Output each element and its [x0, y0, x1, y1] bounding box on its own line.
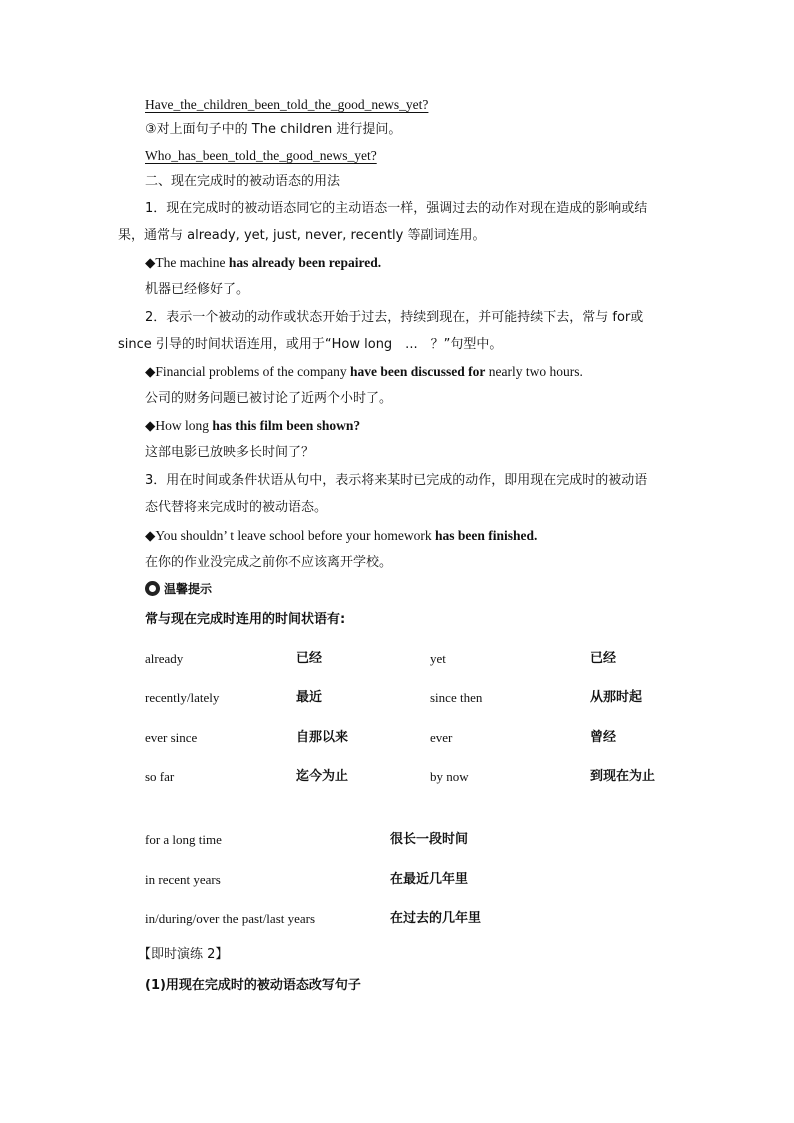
example-2-bold: have been discussed for	[349, 364, 486, 379]
example-1-bold: has already been repaired	[228, 255, 378, 270]
vocab-term: yet	[430, 651, 446, 666]
vocab-term: recently/lately	[145, 690, 220, 705]
example-4-prefix: ◆You shouldn’ t leave school before your homework	[145, 528, 435, 543]
example-2	[145, 362, 583, 382]
question-1: Have_the_children_been_told_the_good_news_yet?	[145, 97, 429, 112]
tip-label: 温馨提示	[164, 582, 213, 596]
vocab-meaning: 在最近几年里	[390, 872, 469, 887]
vocab-term: since then	[430, 690, 483, 705]
example-1-suffix: .	[377, 255, 382, 270]
vocab-meaning: 迄今为止	[296, 769, 349, 784]
para-2-line-2: since 引导的时间状语连用，或用于“How long ... ？”句型中。	[118, 337, 503, 352]
vocab-meaning: 曾经	[590, 730, 617, 745]
question-2: Who_has_been_told_the_good_news_yet?	[145, 148, 377, 163]
vocab-term: for a long time	[145, 832, 222, 847]
vocab-meaning: 最近	[296, 690, 323, 705]
example-2-suffix: nearly two hours.	[485, 364, 583, 379]
tip-icon	[145, 581, 160, 596]
tip-header	[145, 580, 212, 597]
drill-title: 【即时演练 2】	[138, 947, 229, 962]
vocab-term: by now	[430, 769, 469, 784]
example-4	[145, 526, 537, 546]
item-3: ③对上面句子中的 The children 进行提问。	[145, 122, 402, 137]
example-3	[145, 416, 360, 436]
tip-intro: 常与现在完成时连用的时间状语有:	[145, 612, 346, 627]
drill-item: (1)用现在完成时的被动语态改写句子	[145, 978, 361, 993]
vocab-meaning: 从那时起	[590, 690, 643, 705]
vocab-meaning: 自那以来	[296, 730, 349, 745]
vocab-meaning: 已经	[590, 651, 617, 666]
vocab-term: in recent years	[145, 872, 221, 887]
example-3-translation: 这部电影已放映多长时间了？	[145, 445, 315, 460]
example-1	[145, 253, 381, 273]
para-1-line-2: 果，通常与 already, yet, just, never, recently 等副词连用。	[118, 228, 486, 243]
example-2-translation: 公司的财务问题已被讨论了近两个小时了。	[145, 391, 393, 406]
vocab-term: ever	[430, 730, 453, 745]
example-3-bold: has this film been shown?	[212, 418, 361, 433]
vocab-term: in/during/over the past/last years	[145, 911, 316, 926]
vocab-term: already	[145, 651, 184, 666]
para-3-line-2: 态代替将来完成时的被动语态。	[145, 500, 328, 515]
para-1-line-1: 1．现在完成时的被动语态同它的主动语态一样，强调过去的动作对现在造成的影响或结	[145, 201, 648, 216]
vocab-meaning: 到现在为止	[590, 769, 656, 784]
example-4-translation: 在你的作业没完成之前你不应该离开学校。	[145, 555, 393, 570]
vocab-meaning: 在过去的几年里	[390, 911, 482, 926]
example-1-translation: 机器已经修好了。	[145, 282, 250, 297]
example-4-bold: has been finished	[434, 528, 534, 543]
para-3-line-1: 3．用在时间或条件状语从句中，表示将来某时已完成的动作，即用现在完成时的被动语	[145, 473, 648, 488]
vocab-term: ever since	[145, 730, 198, 745]
example-3-prefix: ◆How long	[145, 418, 213, 433]
section-heading-2: 二、现在完成时的被动语态的用法	[145, 174, 341, 189]
example-1-prefix: ◆The machine	[145, 255, 229, 270]
para-2-line-1: 2．表示一个被动的动作或状态开始于过去，持续到现在，并可能持续下去，常与 for或	[145, 310, 644, 325]
vocab-meaning: 很长一段时间	[390, 832, 469, 847]
vocab-term: so far	[145, 769, 175, 784]
vocab-meaning: 已经	[296, 651, 323, 666]
example-4-suffix: .	[534, 528, 538, 543]
example-2-prefix: ◆Financial problems of the company	[145, 364, 350, 379]
